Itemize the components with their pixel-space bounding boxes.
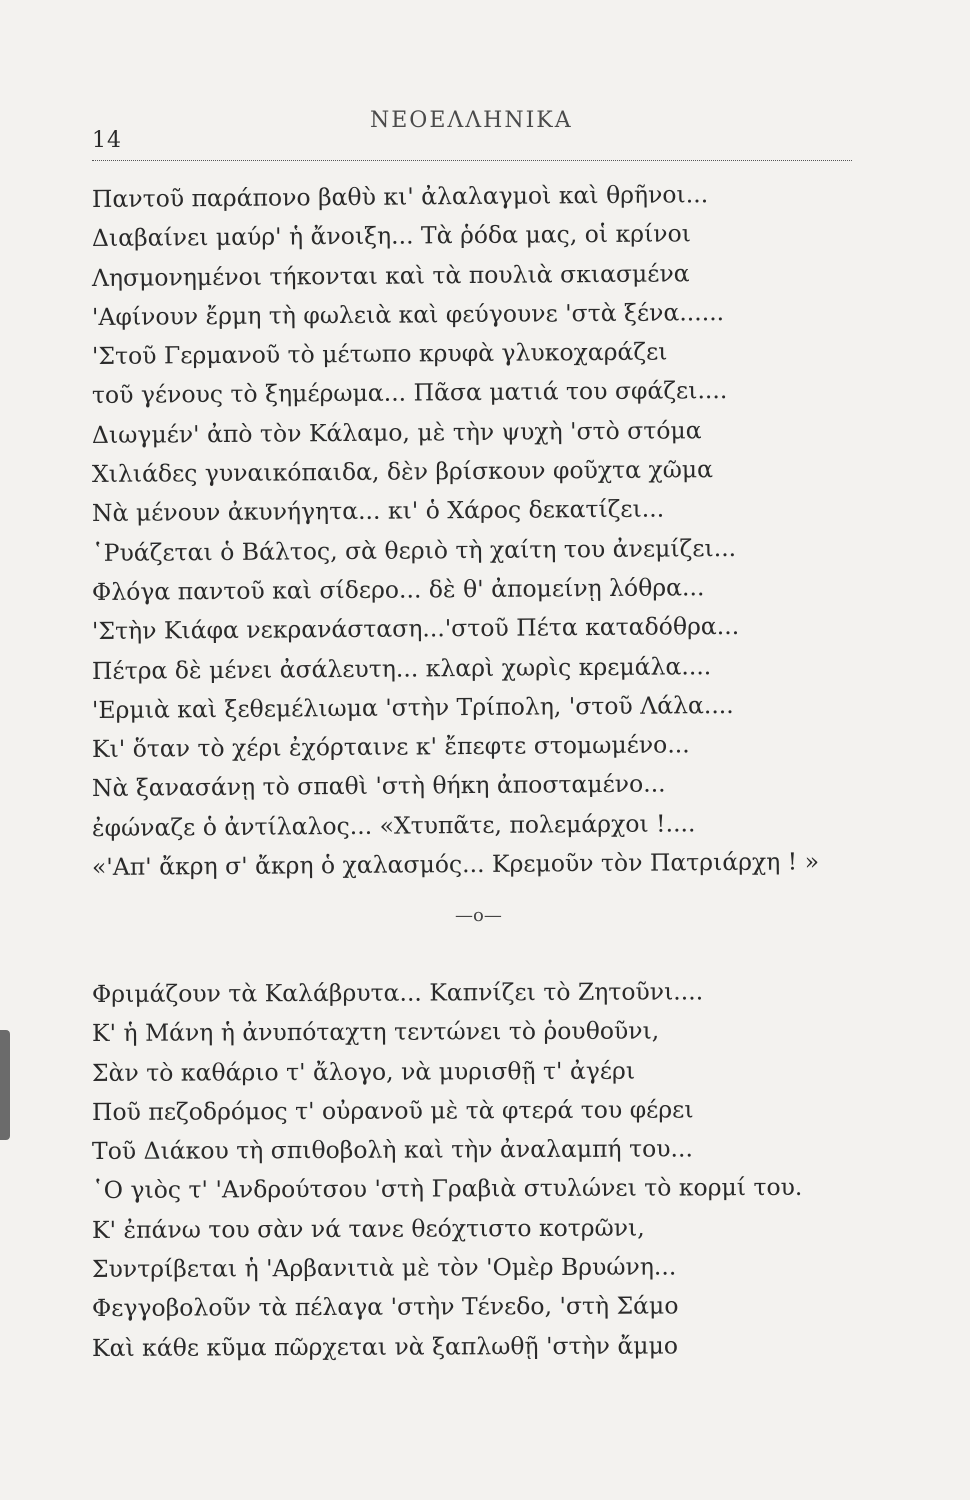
stanza-1 <box>92 180 862 887</box>
section-separator: —ο— <box>455 905 502 926</box>
verse-line: Συντρίβεται ἡ 'Αρβανιτιὰ μὲ τὸν 'Ομὲρ Βρυώνη... <box>91 1252 677 1284</box>
verse-line: Φριμάζουν τὰ Καλάβρυτα... Καπνίζει τὸ Ζητοῦνι.... <box>91 977 704 1008</box>
verse-line: Καὶ κάθε κῦμα πῶρχεται νὰ ξαπλωθῇ 'στὴν ἄμμο <box>91 1331 679 1362</box>
verse-line: ἐφώναζε ὁ ἀντίλαλος... «Χτυπᾶτε, πολεμάρχοι !.... <box>91 809 696 842</box>
verse-line: Χιλιάδες γυναικόπαιδα, δὲν βρίσκουν φοῦχτα χῶμα <box>91 455 714 489</box>
verse-line: τοῦ γένους τὸ ξημέρωμα... Πᾶσα ματιά του σφάζει.... <box>91 376 728 410</box>
verse-line: Φλόγα παντοῦ καὶ σίδερο... δὲ θ' ἀπομείνῃ λόθρα... <box>91 573 705 606</box>
verse-line: Κ' ἐπάνω του σὰν νά τανε θεόχτιστο κοτρῶνι, <box>91 1213 645 1244</box>
verse-line: 'Ερμιὰ καὶ ξεθεμέλιωμα 'στὴν Τρίπολη, 'στοῦ Λάλα.... <box>91 690 734 724</box>
verse-line: Διαβαίνει μαύρ' ἡ ἄνοιξη... Τὰ ῥόδα μας, οἱ κρίνοι <box>91 219 692 253</box>
verse-line: Νὰ μένουν ἀκυνήγητα... κι' ὁ Χάρος δεκατίζει... <box>91 494 665 528</box>
verse-line: 'Στοῦ Γερμανοῦ τὸ μέτωπο κρυφὰ γλυκοχαράζει <box>91 337 668 371</box>
verse-line: «'Απ' ἄκρη σ' ἄκρη ὁ χαλασμός... Κρεμοῦν τὸν Πατριάρχη ! » <box>91 847 820 882</box>
verse-line: Σὰν τὸ καθάριο τ' ἄλογο, νὰ μυρισθῇ τ' ἀγέρι <box>91 1056 636 1087</box>
verse-line: Ποῦ πεζοδρόμος τ' οὐρανοῦ μὲ τὰ φτερά του φέρει <box>91 1095 694 1126</box>
margin-shadow <box>0 1030 10 1140</box>
verse-line: ῾Ο γιὸς τ' 'Ανδρούτσου 'στὴ Γραβιὰ στυλώνει τὸ κορμί του. <box>91 1173 803 1205</box>
verse-line: Κι' ὅταν τὸ χέρι ἐχόρταινε κ' ἔπεφτε στομωμένο... <box>91 730 690 764</box>
verse-line: Διωγμέν' ἀπὸ τὸν Κάλαμο, μὲ τὴν ψυχὴ 'στὸ στόμα <box>91 415 702 449</box>
verse-line: Παντοῦ παράπονο βαθὺ κι' ἀλαλαγμοὶ καὶ θρῆνοι... <box>91 180 709 213</box>
running-head: ΝΕΟΕΛΛΗΝΙΚΑ <box>370 108 573 133</box>
header-rule <box>92 160 852 161</box>
verse-line: Νὰ ξανασάνῃ τὸ σπαθὶ 'στὴ θήκη ἀποσταμένο... <box>91 769 666 803</box>
verse-line: Λησμονημένοι τήκονται καὶ τὰ πουλιὰ σκιασμένα <box>91 258 690 292</box>
verse-line: 'Στὴν Κιάφα νεκρανάσταση...'στοῦ Πέτα καταδόθρα... <box>91 612 740 646</box>
page-number: 14 <box>92 128 122 153</box>
verse-line: 'Αφίνουν ἔρμη τὴ φωλειὰ καὶ φεύγουνε 'στὰ ξένα...... <box>91 297 725 331</box>
verse-line: Πέτρα δὲ μένει ἀσάλευτη... κλαρὶ χωρὶς κρεμάλα.... <box>91 651 712 685</box>
verse-line: Τοῦ Διάκου τὴ σπιθοβολὴ καὶ τὴν ἀναλαμπή του... <box>91 1134 693 1166</box>
verse-line: ῾Ρυάζεται ὁ Βάλτος, σὰ θεριὸ τὴ χαίτη του ἀνεμίζει... <box>91 533 737 567</box>
verse-line: Κ' ἡ Μάνη ἡ ἀνυπόταχτη τεντώνει τὸ ῥουθοῦνι, <box>91 1016 660 1048</box>
verse-line: Φεγγοβολοῦν τὰ πέλαγα 'στὴν Τένεδο, 'στὴ Σάμο <box>91 1291 679 1323</box>
stanza-2 <box>92 975 862 1368</box>
